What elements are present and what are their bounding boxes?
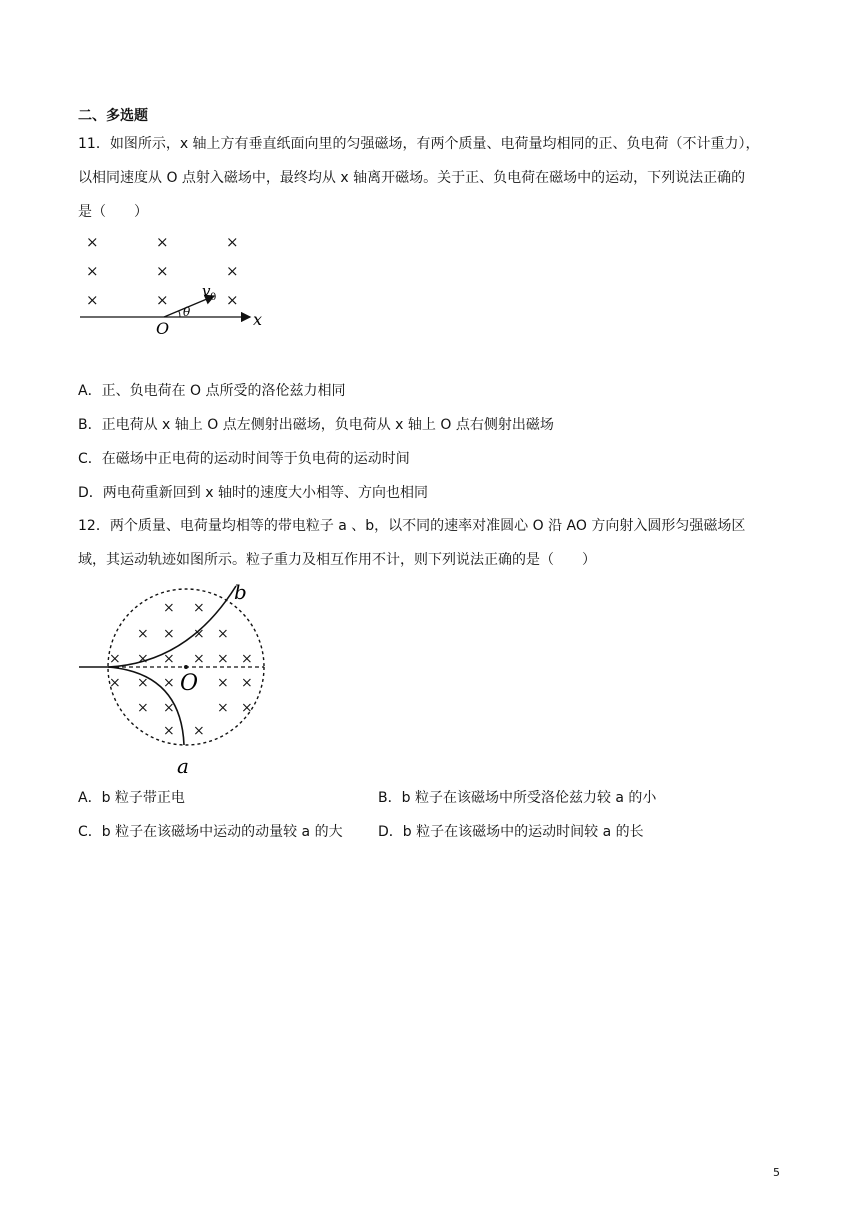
field-mark: × xyxy=(241,651,253,667)
theta-label: θ xyxy=(183,305,191,319)
q11-option-b: B．正电荷从 x 轴上 O 点左侧射出磁场，负电荷从 x 轴上 O 点右侧射出磁场 xyxy=(78,417,554,433)
field-mark: × xyxy=(156,233,169,251)
theta-arc xyxy=(179,311,180,317)
q11-option-d: D．两电荷重新回到 x 轴时的速度大小相等、方向也相同 xyxy=(78,485,428,501)
label-o: O xyxy=(180,671,199,696)
field-mark: × xyxy=(241,700,253,716)
field-mark: × xyxy=(193,651,205,667)
label-b: b xyxy=(234,580,247,604)
field-mark: × xyxy=(137,675,149,691)
field-mark: × xyxy=(193,626,205,642)
field-mark: × xyxy=(137,651,149,667)
field-mark: × xyxy=(163,651,175,667)
q12-option-a: A．b 粒子带正电 xyxy=(78,790,185,806)
field-mark: × xyxy=(86,291,99,309)
field-mark: × xyxy=(163,700,175,716)
q12-option-d: D．b 粒子在该磁场中的运动时间较 a 的长 xyxy=(378,824,644,840)
q11-stem-line1: 11．如图所示，x 轴上方有垂直纸面向里的匀强磁场，有两个质量、电荷量均相同的正、负电荷（不计重力）， xyxy=(78,136,760,152)
label-a: a xyxy=(177,754,189,778)
field-mark: × xyxy=(217,700,229,716)
q12-option-c: C．b 粒子在该磁场中运动的动量较 a 的大 xyxy=(78,824,343,840)
field-mark: × xyxy=(86,233,99,251)
field-mark: × xyxy=(137,626,149,642)
field-mark: × xyxy=(217,626,229,642)
x-axis-label: x xyxy=(253,310,263,329)
field-mark: × xyxy=(226,233,239,251)
q12-stem-line2: 域，其运动轨迹如图所示。粒子重力及相互作用不计，则下列说法正确的是（ ） xyxy=(78,552,596,568)
center-dot xyxy=(184,665,188,669)
field-mark: × xyxy=(156,262,169,280)
q12-option-b: B．b 粒子在该磁场中所受洛伦兹力较 a 的小 xyxy=(378,790,657,806)
field-mark: × xyxy=(241,675,253,691)
field-mark: × xyxy=(109,675,121,691)
q11-figure xyxy=(76,230,276,340)
field-mark: × xyxy=(156,291,169,309)
field-mark: × xyxy=(193,600,205,616)
field-mark: × xyxy=(217,675,229,691)
field-mark: × xyxy=(86,262,99,280)
section-title: 二、多选题 xyxy=(78,108,148,124)
field-mark: × xyxy=(193,723,205,739)
q11-stem-line2: 以相同速度从 O 点射入磁场中，最终均从 x 轴离开磁场。关于正、负电荷在磁场中的运动，下列说法正确的 xyxy=(78,170,746,186)
field-mark: × xyxy=(163,723,175,739)
q12-figure xyxy=(76,578,276,778)
q12-stem-line1: 12．两个质量、电荷量均相等的带电粒子 a 、b，以不同的速率对准圆心 O 沿 AO 方向射入圆形匀强磁场区 xyxy=(78,518,746,534)
field-mark: × xyxy=(109,651,121,667)
field-mark: × xyxy=(226,291,239,309)
q11-option-c: C．在磁场中正电荷的运动时间等于负电荷的运动时间 xyxy=(78,451,410,467)
field-mark: × xyxy=(163,600,175,616)
field-mark: × xyxy=(163,626,175,642)
velocity-subscript: 0 xyxy=(210,292,217,303)
q11-option-a: A．正、负电荷在 O 点所受的洛伦兹力相同 xyxy=(78,383,346,399)
velocity-label: v xyxy=(202,282,211,300)
field-mark: × xyxy=(137,700,149,716)
field-mark: × xyxy=(217,651,229,667)
page-number: 5 xyxy=(773,1166,780,1179)
origin-label: O xyxy=(156,319,170,338)
q11-stem-line3: 是（ ） xyxy=(78,204,148,220)
field-mark: × xyxy=(226,262,239,280)
field-mark: × xyxy=(163,675,175,691)
